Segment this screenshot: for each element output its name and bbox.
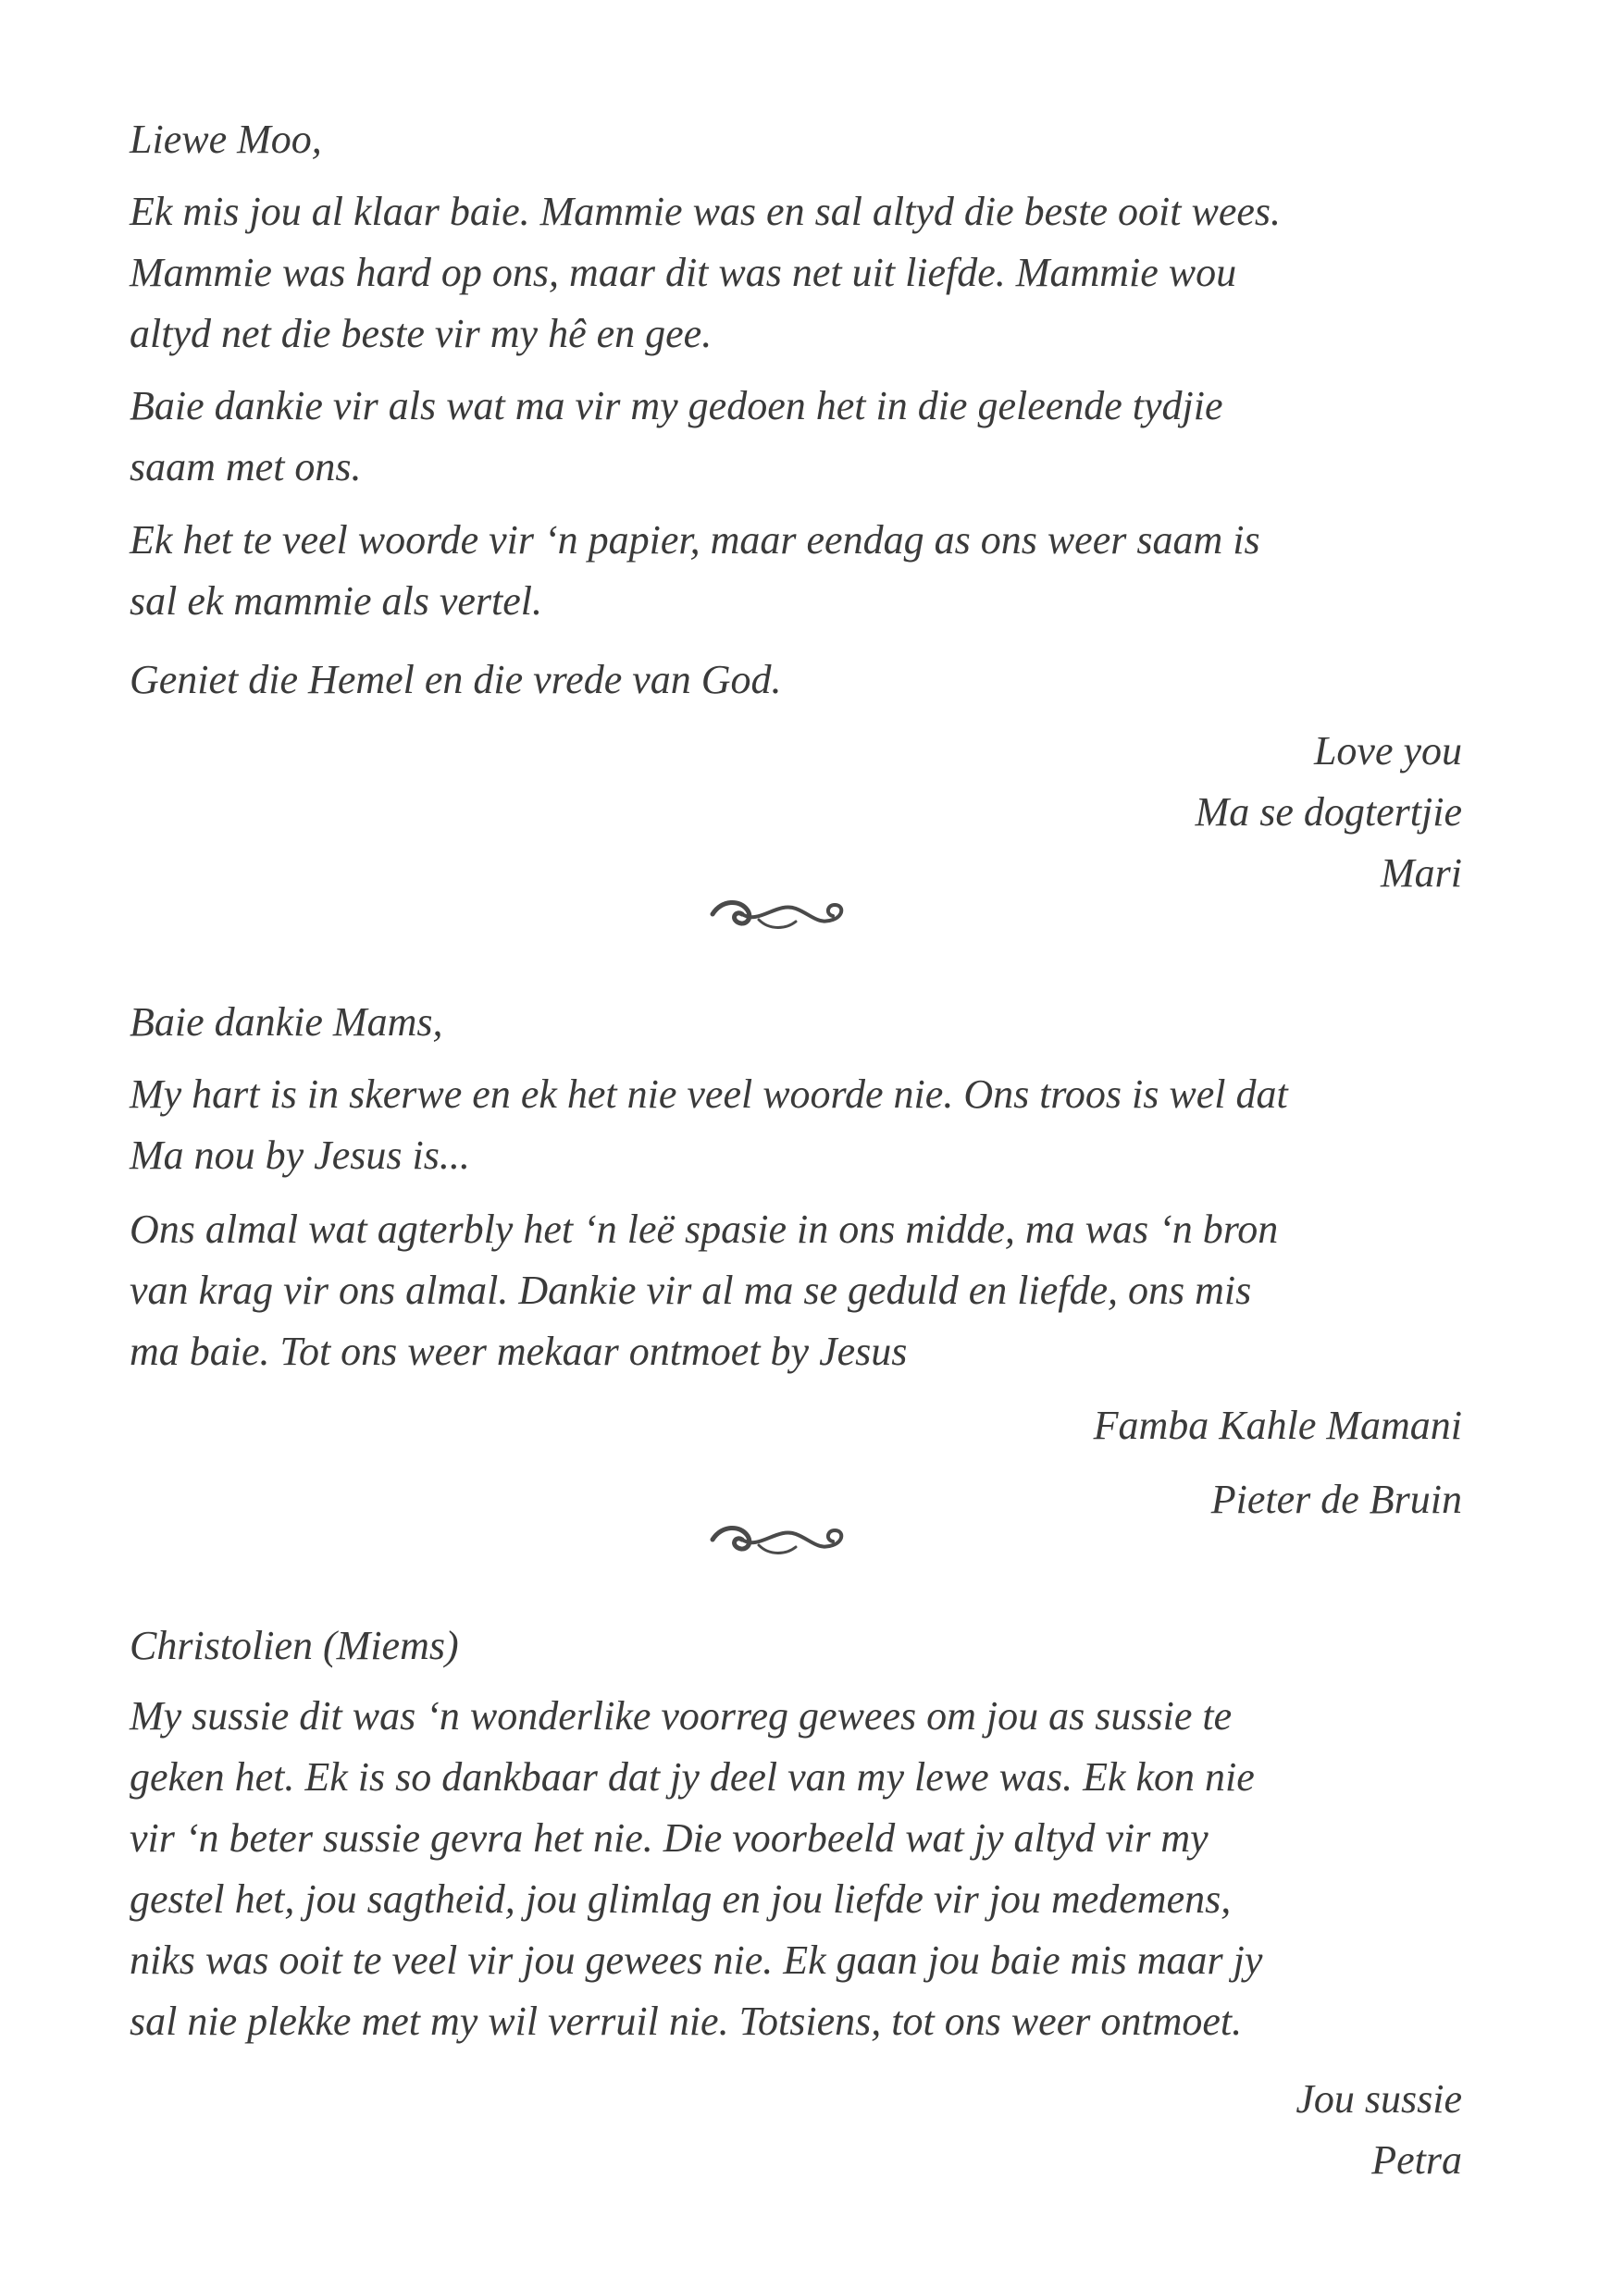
paragraph-line: sal nie plekke met my wil verruil nie. Totsiens, tot ons weer ontmoet. <box>130 1999 1243 2044</box>
paragraph-line: altyd net die beste vir my hê en gee. <box>130 311 713 356</box>
letter-3-signature <box>1295 2069 1462 2191</box>
paragraph-line: sal ek mammie als vertel. <box>130 578 542 624</box>
signature-line: Jou sussie <box>1295 2076 1462 2122</box>
signature-line: Petra <box>1371 2137 1462 2183</box>
letter-1-signature <box>1196 721 1462 904</box>
paragraph-line: gestel het, jou sagtheid, jou glimlag en jou liefde vir jou medemens, <box>130 1876 1232 1922</box>
signature-line: Pieter de Bruin <box>1210 1477 1462 1522</box>
paragraph-line: Ek het te veel woorde vir ‘n papier, maar eendag as ons weer saam is <box>130 517 1260 563</box>
letter-1-paragraph-1 <box>130 181 1462 365</box>
greeting-text: Baie dankie Mams, <box>130 999 443 1045</box>
paragraph-line: Mammie was hard op ons, maar dit was net uit liefde. Mammie wou <box>130 250 1237 295</box>
letter-3-greeting <box>130 1615 1462 1677</box>
paragraph-line: My sussie dit was ‘n wonderlike voorreg gewees om jou as sussie te <box>130 1693 1233 1739</box>
paragraph-line: geken het. Ek is so dankbaar dat jy deel van my lewe was. Ek kon nie <box>130 1754 1255 1800</box>
paragraph-line: Geniet die Hemel en die vrede van God. <box>130 657 782 702</box>
paragraph-line: ma baie. Tot ons weer mekaar ontmoet by Jesus <box>130 1329 908 1374</box>
paragraph-line: Baie dankie vir als wat ma vir my gedoen het in die geleende tydjie <box>130 383 1223 428</box>
greeting-text: Christolien (Miems) <box>130 1623 459 1668</box>
paragraph-line: Ons almal wat agterbly het ‘n leë spasie in ons midde, ma was ‘n bron <box>130 1207 1279 1252</box>
letter-2-paragraph-1 <box>130 1064 1462 1186</box>
signature-line: Famba Kahle Mamani <box>1093 1403 1462 1448</box>
paragraph-line: saam met ons. <box>130 444 362 489</box>
letter-1-paragraph-4 <box>130 650 1462 711</box>
paragraph-line: My hart is in skerwe en ek het nie veel woorde nie. Ons troos is wel dat <box>130 1071 1288 1117</box>
letter-2-signature <box>1094 1395 1462 1530</box>
letter-1-paragraph-3 <box>130 510 1462 632</box>
letter-1-greeting <box>130 109 1462 170</box>
flourish-divider-icon <box>703 888 851 944</box>
flourish-divider-icon <box>703 1514 851 1569</box>
letter-1-paragraph-2 <box>130 376 1462 498</box>
paragraph-line: Ek mis jou al klaar baie. Mammie was en sal altyd die beste ooit wees. <box>130 189 1282 234</box>
paragraph-line: niks was ooit te veel vir jou gewees nie. Ek gaan jou baie mis maar jy <box>130 1937 1263 1983</box>
letter-2-paragraph-2 <box>130 1199 1462 1382</box>
paragraph-line: Ma nou by Jesus is... <box>130 1133 470 1178</box>
letter-2-greeting <box>130 992 1462 1053</box>
signature-line: Love you <box>1313 728 1462 774</box>
signature-line: Mari <box>1381 850 1462 896</box>
paragraph-line: van krag vir ons almal. Dankie vir al ma se geduld en liefde, ons mis <box>130 1268 1252 1313</box>
letter-3-paragraph-1 <box>130 1686 1462 2052</box>
greeting-text: Liewe Moo, <box>130 117 322 162</box>
paragraph-line: vir ‘n beter sussie gevra het nie. Die voorbeeld wat jy altyd vir my <box>130 1815 1209 1861</box>
signature-line: Ma se dogtertjie <box>1195 789 1462 835</box>
